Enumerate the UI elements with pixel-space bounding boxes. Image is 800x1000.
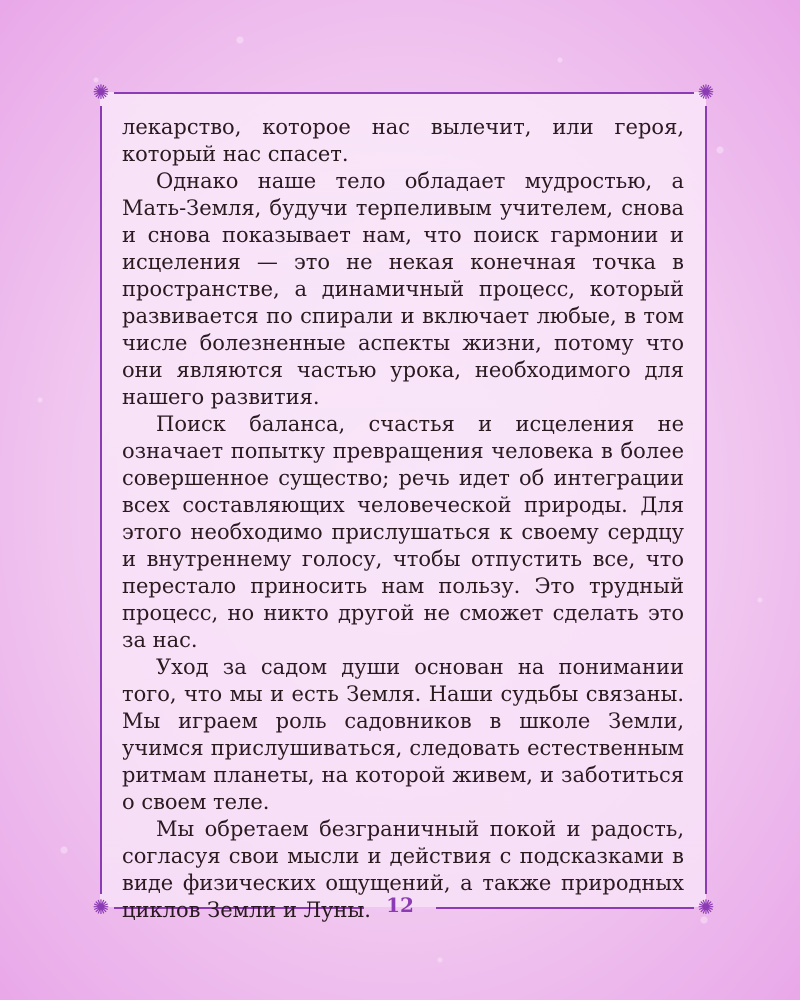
snowflake-icon: ✺ <box>92 895 110 919</box>
snowflake-icon: ✺ <box>697 895 715 919</box>
paragraph: лекарство, которое нас вылечит, или героя, который нас спасет. <box>122 115 684 166</box>
frame-top-line <box>114 92 694 94</box>
body-text <box>122 114 684 924</box>
page-number: 12 <box>386 893 414 917</box>
snowflake-icon: ✺ <box>697 80 715 104</box>
paragraph: Мы обретаем безграничный покой и радость, согласуя свои мысли и действия с подсказками в виде физических ощущений, а также природных циклов Земли и Луны. <box>122 817 684 922</box>
paragraph: Уход за садом души основан на понимании того, что мы и есть Земля. Наши судьбы связаны. Мы играем роль садовников в школе Земли, учимся прислушиваться, следовать естественным ритмам планеты, на которой живем, и заботиться о своем теле. <box>122 655 684 814</box>
frame-left-line <box>100 106 102 894</box>
frame-right-line <box>705 106 707 894</box>
paragraph: Поиск баланса, счастья и исцеления не означает попытку превращения человека в более совершенное существо; речь идет об интеграции всех составляющих человеческой природы. Для этого необходимо прислушаться к своему сердцу и внутреннему голосу, чтобы отпустить все, что перестало приносить нам пользу. Это трудный процесс, но никто другой не сможет сделать это за нас. <box>122 412 684 652</box>
snowflake-icon: ✺ <box>92 80 110 104</box>
paragraph: Однако наше тело обладает мудростью, а Мать-Земля, будучи терпеливым учителем, снова и снова показывает нам, что поиск гармонии и исцеления — это не некая конечная точка в пространстве, а динамичный процесс, который развивается по спирали и включает любые, в том числе болезненные аспекты жизни, потому что они являются частью урока, необходимого для нашего развития. <box>122 169 684 409</box>
